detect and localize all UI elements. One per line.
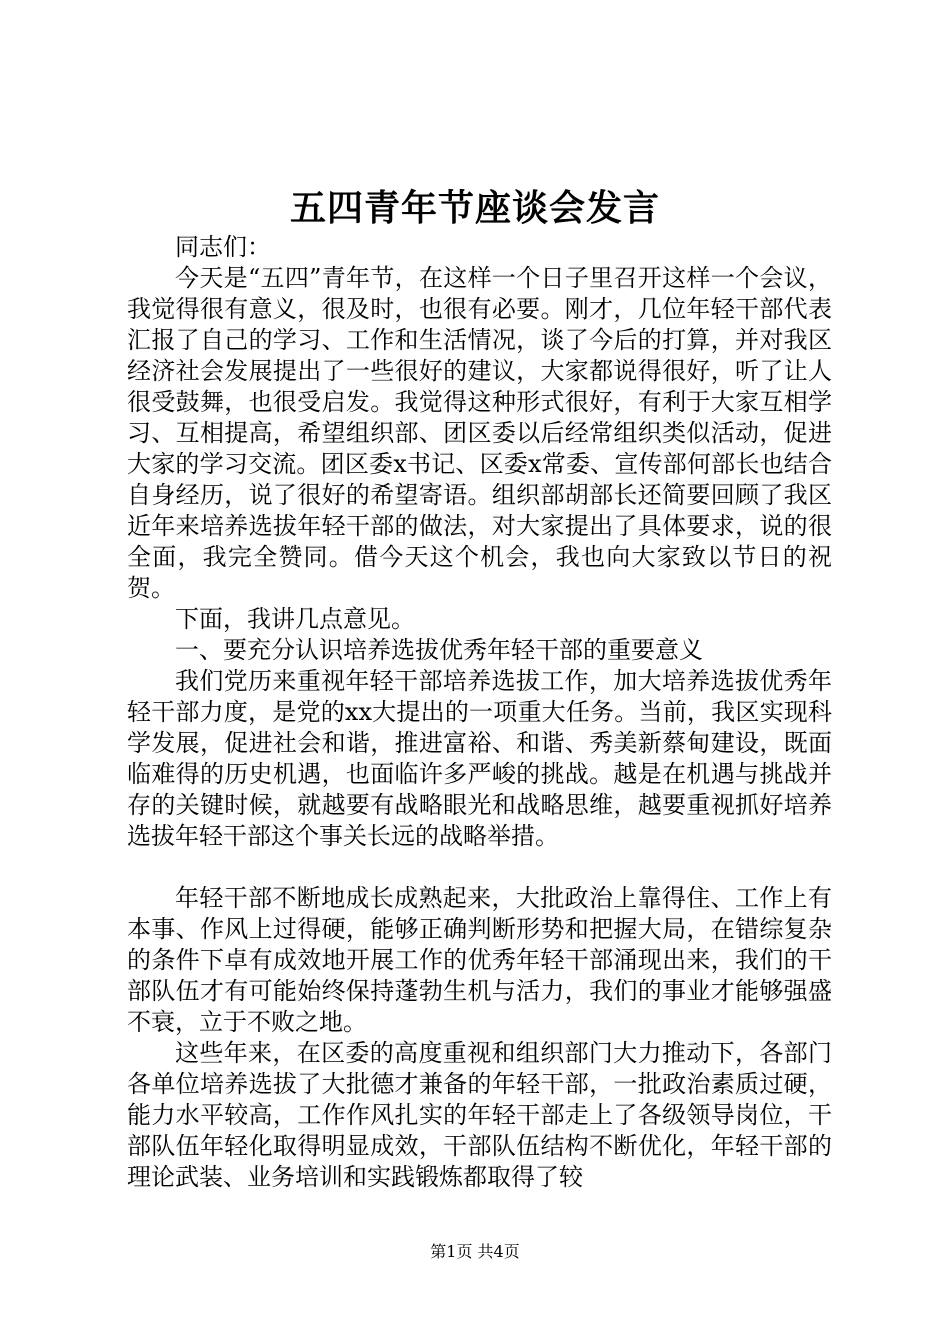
paragraph-spacer: [127, 852, 832, 883]
document-body: [127, 232, 832, 1193]
body-paragraph: 今天是“五四”青年节，在这样一个日子里召开这样一个会议，我觉得很有意义，很及时，也很有必要。刚才，几位年轻干部代表汇报了自己的学习、工作和生活情况，谈了今后的打算，并对我区经济社会发展提出了一些很好的建议，大家都说得很好，听了让人很受鼓舞，也很受启发。我觉得这种形式很好，有利于大家互相学习、互相提高，希望组织部、团区委以后经常组织类似活动，促进大家的学习交流。团区委x书记、区委x常委、宣传部何部长也结合自身经历，说了很好的希望寄语。组织部胡部长还简要回顾了我区近年来培养选拔年轻干部的做法，对大家提出了具体要求，说的很全面，我完全赞同。借今天这个机会，我也向大家致以节日的祝贺。: [127, 264, 832, 602]
body-paragraph: 年轻干部不断地成长成熟起来，大批政治上靠得住、工作上有本事、作风上过得硬，能够正确判断形势和把握大局，在错综复杂的条件下卓有成效地开展工作的优秀年轻干部涌现出来，我们的干部队伍才有可能始终保持蓬勃生机与活力，我们的事业才能够强盛不衰，立于不败之地。: [127, 884, 832, 1036]
section-heading: 一、要充分认识培养选拔优秀年轻干部的重要意义: [175, 636, 703, 664]
body-paragraph: 我们党历来重视年轻干部培养选拔工作，加大培养选拔优秀年轻干部力度，是党的xx大提出的一项重大任务。当前，我区实现科学发展，促进社会和谐，推进富裕、和谐、秀美新蔡甸建设，既面临难得的历史机遇，也面临许多严峻的挑战。越是在机遇与挑战并存的关键时候，就越要有战略眼光和战略思维，越要重视抓好培养选拔年轻干部这个事关长远的战略举措。: [127, 667, 832, 850]
body-paragraph: 下面，我讲几点意见。: [175, 605, 415, 633]
page-footer: 第1页 共4页: [430, 1242, 520, 1261]
document-title: 五四青年节座谈会发言: [289, 187, 660, 229]
salutation-paragraph: 同志们：: [175, 233, 271, 261]
body-paragraph: 这些年来，在区委的高度重视和组织部门大力推动下，各部门各单位培养选拔了大批德才兼备的年轻干部，一批政治素质过硬，能力水平较高，工作作风扎实的年轻干部走上了各级领导岗位，干部队伍年轻化取得明显成效，干部队伍结构不断优化，年轻干部的理论武装、业务培训和实践锻炼都取得了较: [127, 1039, 832, 1191]
